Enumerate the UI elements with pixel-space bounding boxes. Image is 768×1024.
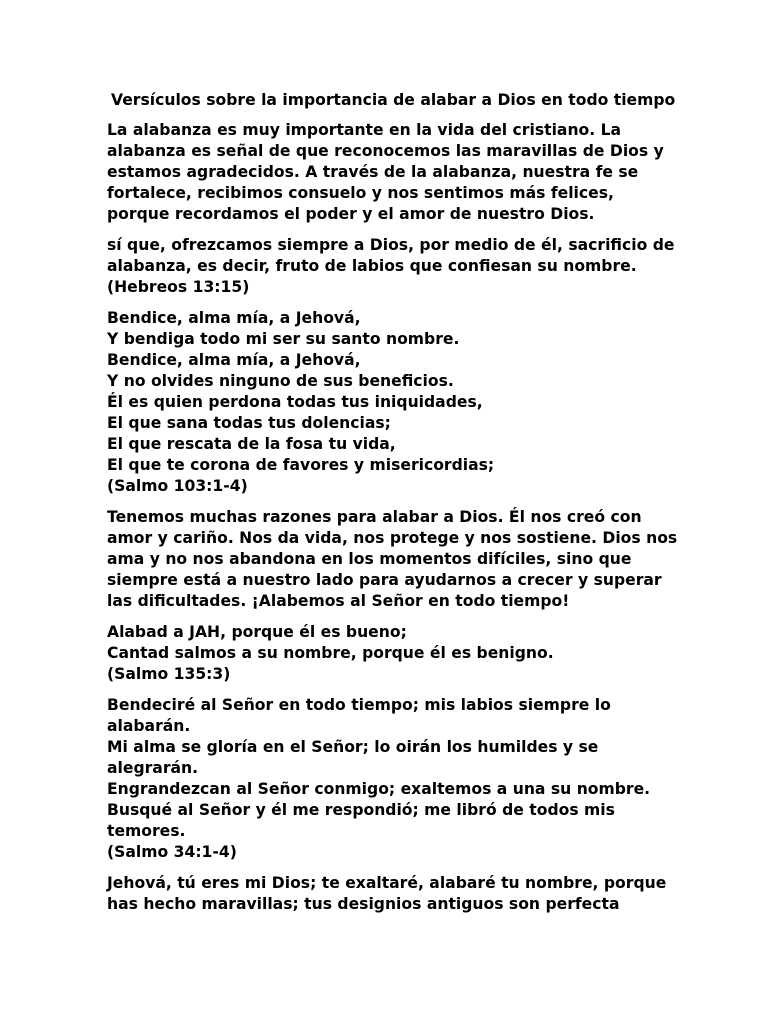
- text-line: sí que, ofrezcamos siempre a Dios, por medio de él, sacrificio de: [107, 236, 675, 254]
- text-line: alabanza es señal de que reconocemos las maravillas de Dios y: [107, 142, 664, 160]
- text-line: alabarán.: [107, 717, 191, 735]
- text-line: alegrarán.: [107, 759, 199, 777]
- text-line: Y bendiga todo mi ser su santo nombre.: [107, 330, 460, 348]
- text-line: las dificultades. ¡Alabemos al Señor en todo tiempo!: [107, 592, 570, 610]
- text-line: estamos agradecidos. A través de la alabanza, nuestra fe se: [107, 163, 639, 181]
- text-line: Busqué al Señor y él me respondió; me libró de todos mis: [107, 801, 615, 819]
- text-line: Bendice, alma mía, a Jehová,: [107, 351, 361, 369]
- paragraph: [107, 120, 667, 225]
- text-line: El que sana todas tus dolencias;: [107, 414, 391, 432]
- text-line: Y no olvides ninguno de sus beneficios.: [107, 372, 454, 390]
- text-line: La alabanza es muy importante en la vida del cristiano. La: [107, 121, 622, 139]
- text-line: Cantad salmos a su nombre, porque él es benigno.: [107, 644, 554, 662]
- text-line: ama y no nos abandona en los momentos difíciles, sino que: [107, 550, 632, 568]
- paragraph: [107, 308, 667, 497]
- paragraph: [107, 695, 667, 863]
- paragraph: [107, 622, 667, 685]
- text-line: (Salmo 135:3): [107, 665, 231, 683]
- text-line: Jehová, tú eres mi Dios; te exaltaré, alabaré tu nombre, porque: [107, 874, 667, 892]
- text-line: (Hebreos 13:15): [107, 278, 250, 296]
- text-line: Bendice, alma mía, a Jehová,: [107, 309, 361, 327]
- paragraph: [107, 507, 678, 612]
- document-title: Versículos sobre la importancia de alabar a Dios en todo tiempo: [111, 91, 676, 109]
- paragraph: [107, 235, 675, 298]
- text-line: (Salmo 34:1-4): [107, 843, 237, 861]
- text-line: (Salmo 103:1-4): [107, 477, 248, 495]
- paragraph: [107, 873, 667, 915]
- text-line: Él es quien perdona todas tus iniquidades,: [107, 393, 483, 411]
- text-line: Mi alma se gloría en el Señor; lo oirán los humildes y se: [107, 738, 599, 756]
- document-body: [107, 120, 678, 925]
- text-line: has hecho maravillas; tus designios antiguos son perfecta: [107, 895, 620, 913]
- text-line: Alabad a JAH, porque él es bueno;: [107, 623, 407, 641]
- text-line: fortalece, recibimos consuelo y nos sentimos más felices,: [107, 184, 614, 202]
- text-line: amor y cariño. Nos da vida, nos protege y nos sostiene. Dios nos: [107, 529, 678, 547]
- text-line: El que te corona de favores y misericordias;: [107, 456, 495, 474]
- text-line: siempre está a nuestro lado para ayudarnos a crecer y superar: [107, 571, 662, 589]
- text-line: porque recordamos el poder y el amor de nuestro Dios.: [107, 205, 595, 223]
- text-line: alabanza, es decir, fruto de labios que confiesan su nombre.: [107, 257, 637, 275]
- text-line: El que rescata de la fosa tu vida,: [107, 435, 396, 453]
- text-line: Bendeciré al Señor en todo tiempo; mis labios siempre lo: [107, 696, 611, 714]
- text-line: temores.: [107, 822, 186, 840]
- text-line: Engrandezcan al Señor conmigo; exaltemos a una su nombre.: [107, 780, 651, 798]
- text-line: Tenemos muchas razones para alabar a Dios. Él nos creó con: [107, 508, 642, 526]
